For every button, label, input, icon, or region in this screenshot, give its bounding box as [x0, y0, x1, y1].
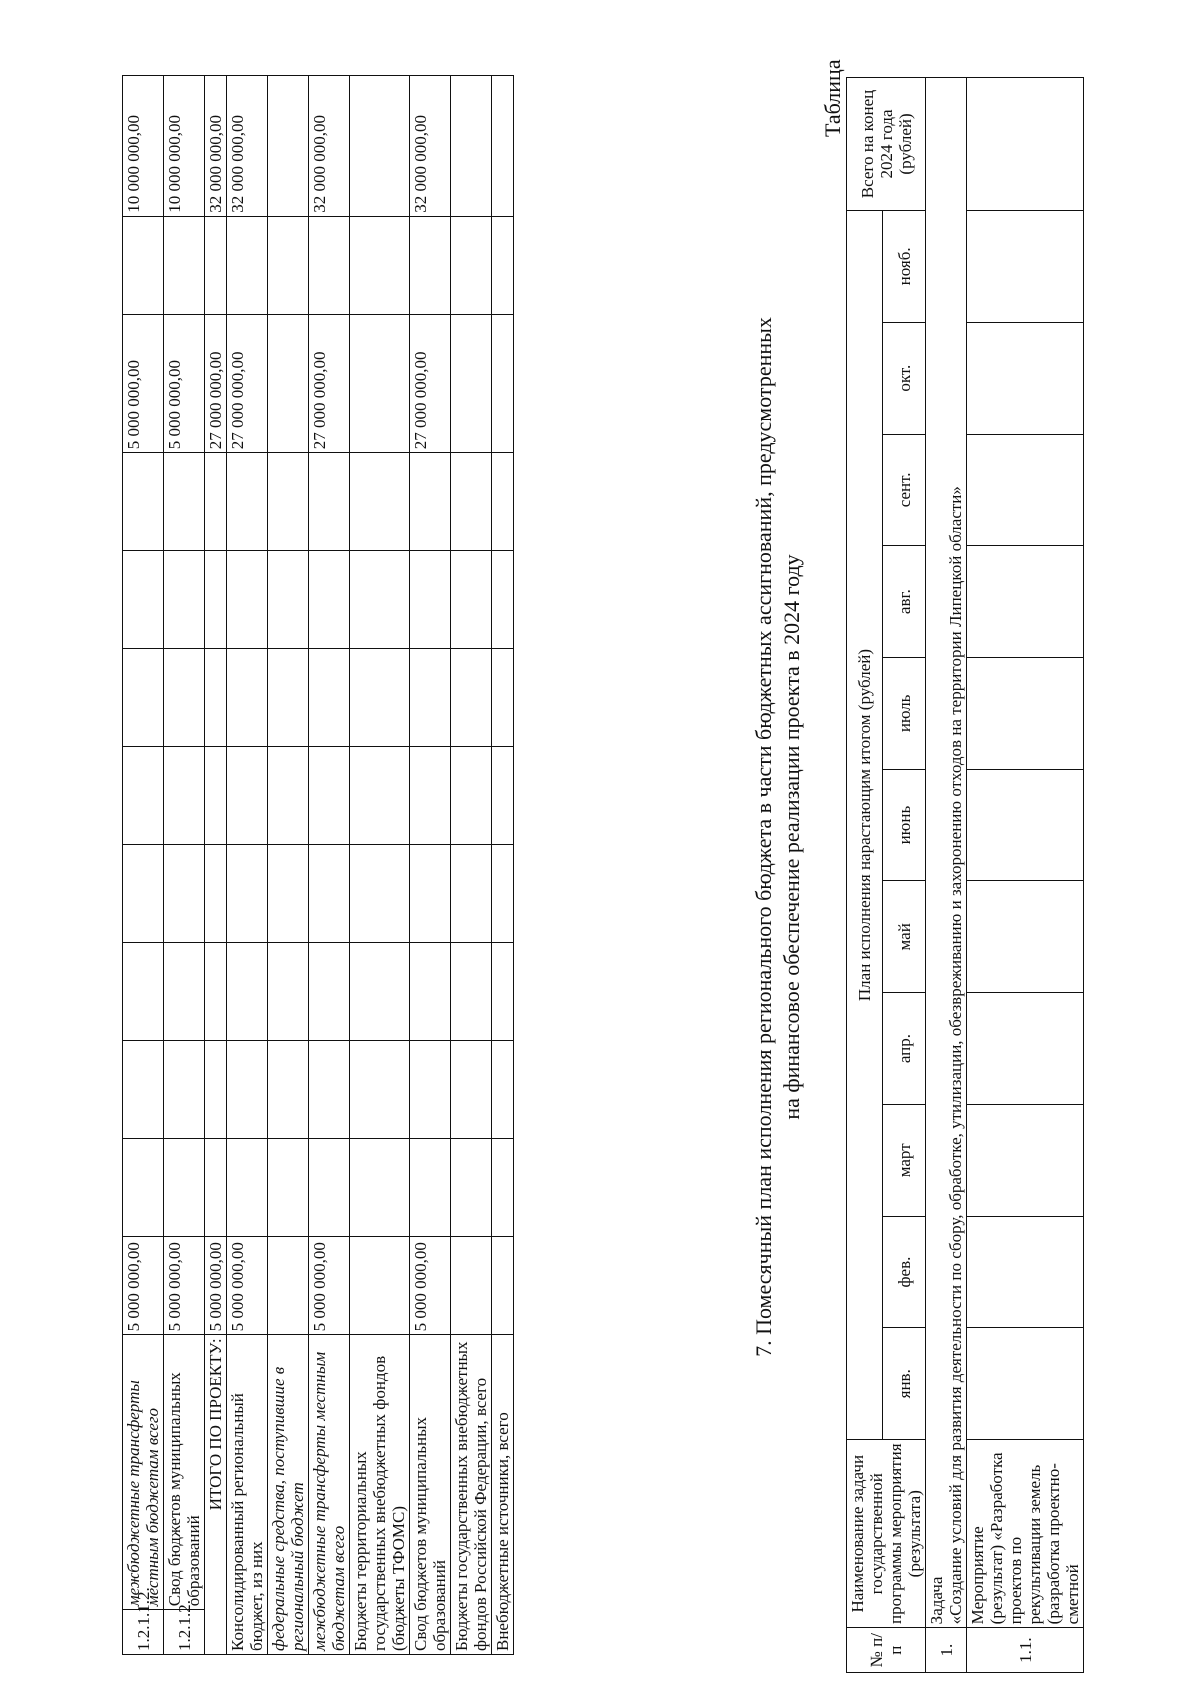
value-empty	[410, 1041, 451, 1139]
value-empty	[268, 943, 309, 1041]
month-header: сент.	[883, 434, 926, 546]
value-empty	[309, 649, 350, 747]
value-empty	[350, 943, 410, 1041]
section-heading	[750, 77, 806, 1597]
value-empty	[123, 943, 164, 1041]
month-header: июль	[883, 657, 926, 769]
budget-row	[309, 76, 350, 1655]
value-empty	[410, 845, 451, 943]
value-empty	[451, 1041, 492, 1139]
value-empty	[268, 649, 309, 747]
month-header: май	[883, 881, 926, 993]
budget-row	[268, 76, 309, 1655]
row-name: Бюджеты государственных внебюджетных фондов Российской Федерации, всего	[451, 1335, 492, 1655]
value-empty	[451, 943, 492, 1041]
row-name: Свод бюджетов муниципальных образований	[410, 1335, 451, 1655]
value-oct: 27 000 000,00	[309, 314, 350, 453]
value-jan: 5 000 000,00	[227, 1237, 268, 1335]
value-empty	[492, 1041, 514, 1139]
month-header: нояб.	[883, 210, 926, 322]
item-value-empty	[967, 993, 1084, 1105]
value-empty	[309, 551, 350, 649]
budget-table	[122, 75, 514, 1655]
value-empty	[309, 845, 350, 943]
value-empty	[164, 747, 205, 845]
monthly-plan-table	[846, 77, 1084, 1673]
value-empty	[268, 551, 309, 649]
value-empty	[451, 551, 492, 649]
value-empty	[227, 1139, 268, 1237]
budget-row	[164, 76, 205, 1655]
value-empty	[205, 551, 227, 649]
item-num: 1.1.	[967, 1628, 1084, 1673]
task-label: Задача	[927, 1576, 946, 1625]
item-text: Мероприятие (результат) «Разработка проектов по рекультивации земель (разработка проектно-сметной	[967, 1440, 1084, 1628]
value-empty	[309, 1139, 350, 1237]
value-jan: 5 000 000,00	[410, 1237, 451, 1335]
month-header: март	[883, 1104, 926, 1216]
value-empty	[492, 216, 514, 314]
task-cell	[926, 78, 967, 1628]
value-total: 10 000 000,00	[123, 76, 164, 217]
value-empty	[227, 845, 268, 943]
value-jan: 5 000 000,00	[205, 1237, 227, 1335]
value-empty	[309, 1041, 350, 1139]
value-empty	[123, 216, 164, 314]
value-empty	[164, 649, 205, 747]
value-empty	[268, 747, 309, 845]
value-empty	[350, 1139, 410, 1237]
value-total	[492, 76, 514, 217]
value-empty	[492, 649, 514, 747]
budget-row	[205, 76, 227, 1655]
value-oct: 27 000 000,00	[227, 314, 268, 453]
row-name: федеральные средства, поступившие в региональный бюджет	[268, 1335, 309, 1655]
month-header: окт.	[883, 322, 926, 434]
value-empty	[492, 453, 514, 551]
value-empty	[268, 216, 309, 314]
row-number: 1.2.1.2.	[164, 1610, 205, 1655]
row-number: 1.2.1.1.2.	[123, 1610, 164, 1655]
value-empty	[410, 747, 451, 845]
value-empty	[164, 216, 205, 314]
value-jan	[492, 1237, 514, 1335]
budget-row	[451, 76, 492, 1655]
value-empty	[350, 747, 410, 845]
value-empty	[268, 453, 309, 551]
value-empty	[205, 649, 227, 747]
value-empty	[227, 551, 268, 649]
row-name: ИТОГО ПО ПРОЕКТУ:	[205, 1335, 227, 1655]
value-empty	[164, 845, 205, 943]
value-empty	[451, 747, 492, 845]
value-empty	[410, 1139, 451, 1237]
value-empty	[451, 649, 492, 747]
item-value-empty	[967, 322, 1084, 434]
value-total: 32 000 000,00	[227, 76, 268, 217]
value-empty	[410, 551, 451, 649]
row-name: межбюджетные трансферты местным бюджетам всего	[123, 1335, 164, 1610]
value-empty	[205, 453, 227, 551]
value-empty	[492, 943, 514, 1041]
value-empty	[205, 943, 227, 1041]
budget-row	[492, 76, 514, 1655]
value-empty	[123, 1041, 164, 1139]
month-header: янв.	[883, 1328, 926, 1440]
table-label: Таблица	[820, 59, 845, 137]
value-empty	[492, 747, 514, 845]
value-empty	[205, 845, 227, 943]
value-empty	[205, 216, 227, 314]
value-empty	[123, 551, 164, 649]
value-empty	[164, 1041, 205, 1139]
value-jan	[350, 1237, 410, 1335]
value-total	[268, 76, 309, 217]
row-name: Свод бюджетов муниципальных образований	[164, 1335, 205, 1610]
value-empty	[309, 453, 350, 551]
value-empty	[350, 453, 410, 551]
value-empty	[350, 845, 410, 943]
value-jan	[268, 1237, 309, 1335]
value-empty	[350, 649, 410, 747]
value-total: 32 000 000,00	[309, 76, 350, 217]
section-title-line2: на финансовое обеспечение реализации проекта в 2024 году	[779, 554, 804, 1120]
value-empty	[309, 747, 350, 845]
row-name: межбюджетные трансферты местным бюджетам всего	[309, 1335, 350, 1655]
value-empty	[350, 216, 410, 314]
value-oct	[492, 314, 514, 453]
value-empty	[123, 649, 164, 747]
value-oct	[268, 314, 309, 453]
value-empty	[227, 1041, 268, 1139]
value-total: 10 000 000,00	[164, 76, 205, 217]
item-value-empty	[967, 78, 1084, 211]
value-empty	[309, 216, 350, 314]
value-empty	[164, 1139, 205, 1237]
value-empty	[268, 1139, 309, 1237]
value-empty	[205, 1041, 227, 1139]
value-empty	[350, 551, 410, 649]
value-empty	[227, 747, 268, 845]
item-value-empty	[967, 434, 1084, 546]
value-total: 32 000 000,00	[410, 76, 451, 217]
value-empty	[164, 551, 205, 649]
item-value-empty	[967, 1104, 1084, 1216]
value-total	[350, 76, 410, 217]
item-value-empty	[967, 210, 1084, 322]
col-plan-header: План исполнения нарастающим итогом (рублей)	[847, 210, 883, 1439]
value-oct: 27 000 000,00	[205, 314, 227, 453]
value-empty	[451, 845, 492, 943]
row-name: Внебюджетные источники, всего	[492, 1335, 514, 1655]
value-empty	[123, 1139, 164, 1237]
value-oct: 27 000 000,00	[410, 314, 451, 453]
value-empty	[123, 747, 164, 845]
value-jan: 5 000 000,00	[123, 1237, 164, 1335]
value-jan	[451, 1237, 492, 1335]
value-empty	[451, 453, 492, 551]
value-empty	[410, 649, 451, 747]
value-empty	[492, 845, 514, 943]
month-header: авг.	[883, 546, 926, 658]
value-empty	[164, 943, 205, 1041]
value-oct: 5 000 000,00	[123, 314, 164, 453]
row-name: Консолидированный региональный бюджет, из них	[227, 1335, 268, 1655]
value-empty	[227, 649, 268, 747]
value-empty	[309, 943, 350, 1041]
budget-row	[227, 76, 268, 1655]
value-empty	[492, 1139, 514, 1237]
value-oct	[350, 314, 410, 453]
value-empty	[410, 453, 451, 551]
value-empty	[164, 453, 205, 551]
value-total	[451, 76, 492, 217]
item-value-empty	[967, 546, 1084, 658]
value-empty	[410, 943, 451, 1041]
value-empty	[451, 1139, 492, 1237]
month-header: июнь	[883, 769, 926, 881]
value-jan: 5 000 000,00	[164, 1237, 205, 1335]
month-header: фев.	[883, 1216, 926, 1328]
value-empty	[205, 747, 227, 845]
item-value-empty	[967, 657, 1084, 769]
value-oct	[451, 314, 492, 453]
value-empty	[205, 1139, 227, 1237]
task-num: 1.	[926, 1628, 967, 1673]
col-total-header: Всего на конец 2024 года (рублей)	[847, 78, 926, 211]
value-empty	[451, 216, 492, 314]
month-header: апр.	[883, 993, 926, 1105]
item-value-empty	[967, 881, 1084, 993]
budget-row	[123, 76, 164, 1655]
item-value-empty	[967, 1216, 1084, 1328]
task-text: «Создание условий для развития деятельности по сбору, обработке, утилизации, обезвреживанию и захоронению отходов на территории Липецкой области»	[946, 486, 965, 1625]
value-empty	[123, 453, 164, 551]
value-total: 32 000 000,00	[205, 76, 227, 217]
value-empty	[268, 845, 309, 943]
budget-row	[410, 76, 451, 1655]
value-empty	[227, 216, 268, 314]
section-title-line1: 7. Помесячный план исполнения регионального бюджета в части бюджетных ассигнований, предусмотренных	[751, 317, 776, 1357]
value-empty	[268, 1041, 309, 1139]
budget-row	[350, 76, 410, 1655]
value-oct: 5 000 000,00	[164, 314, 205, 453]
value-empty	[492, 551, 514, 649]
value-empty	[227, 453, 268, 551]
item-value-empty	[967, 769, 1084, 881]
value-empty	[227, 943, 268, 1041]
col-name-header: Наименование задачи государственной программы мероприятия (результата)	[847, 1440, 926, 1628]
item-value-empty	[967, 1328, 1084, 1440]
col-num-header: № п/п	[847, 1628, 926, 1673]
value-empty	[123, 845, 164, 943]
value-jan: 5 000 000,00	[309, 1237, 350, 1335]
value-empty	[350, 1041, 410, 1139]
value-empty	[410, 216, 451, 314]
row-name: Бюджеты территориальных государственных внебюджетных фондов (бюджеты ТФОМС)	[350, 1335, 410, 1655]
